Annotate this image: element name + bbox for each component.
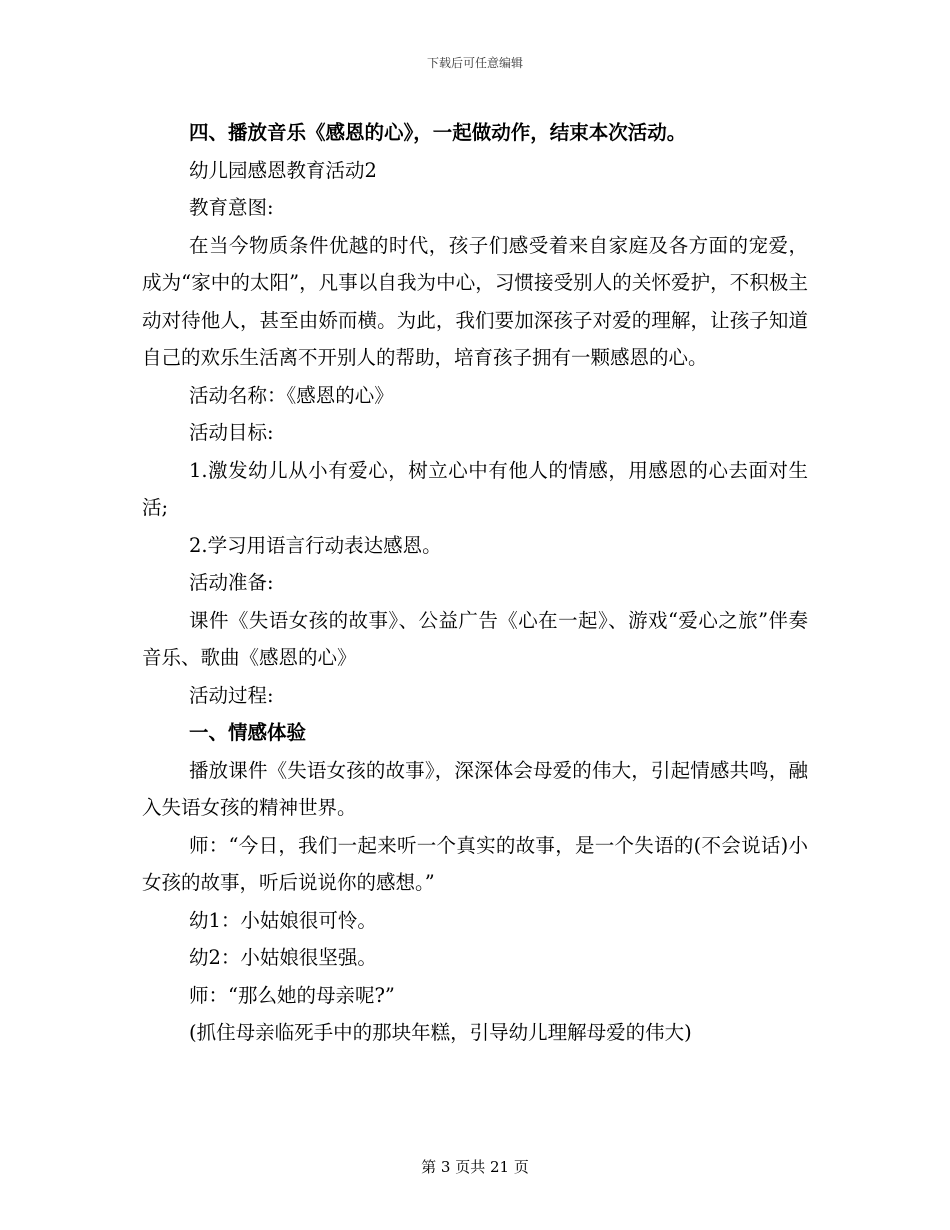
page-footer: 第 3 页共 21 页 <box>421 1158 529 1176</box>
activity-goal-2: 2.学习用语言行动表达感恩。 <box>189 533 442 557</box>
activity-title: 幼儿园感恩教育活动2 <box>189 158 377 182</box>
activity-process-label: 活动过程: <box>189 683 274 707</box>
activity-name: 活动名称：《感恩的心》 <box>189 383 394 407</box>
guidance-note: (抓住母亲临死手中的那块年糕，引导幼儿理解母爱的伟大) <box>189 1021 692 1044</box>
activity-preparation-text: 课件《失语女孩的故事》、公益广告《心在一起》、游戏“爱心之旅”伴奏音乐、歌曲《感恩的心》 <box>142 608 808 669</box>
activity-goal-1: 1.激发幼儿从小有爱心，树立心中有他人的情感，用感恩的心去面对生活; <box>142 458 808 519</box>
section-heading-emotional-experience: 一、情感体验 <box>189 721 307 744</box>
teacher-dialogue-1: 师：“今日，我们一起来听一个真实的故事，是一个失语的(不会说话)小女孩的故事，听后说说你的感想。” <box>142 833 808 894</box>
activity-goals-label: 活动目标: <box>189 421 274 444</box>
child-dialogue-1: 幼1：小姑娘很可怜。 <box>189 908 377 932</box>
education-intent-label: 教育意图: <box>189 196 274 219</box>
activity-preparation-label: 活动准备: <box>189 571 274 594</box>
page-header: 下载后可任意编辑 <box>426 56 523 70</box>
child-dialogue-2: 幼2：小姑娘很坚强。 <box>189 946 377 969</box>
teacher-dialogue-2: 师：“那么她的母亲呢?” <box>189 983 395 1007</box>
section-heading-play-music: 四、播放音乐《感恩的心》，一起做动作，结束本次活动。 <box>189 121 687 144</box>
document-body <box>142 114 808 1052</box>
education-intent-text: 在当今物质条件优越的时代，孩子们感受着来自家庭及各方面的宠爱，成为“家中的太阳”，凡事以自我为中心，习惯接受别人的关怀爱护，不积极主动对待他人，甚至由娇而横。为此，我们要加深孩子对爱的理解，让孩子知道自己的欢乐生活离不开别人的帮助，培育孩子拥有一颗感恩的心。 <box>142 233 808 369</box>
emotional-experience-text: 播放课件《失语女孩的故事》，深深体会母爱的伟大，引起情感共鸣，融入失语女孩的精神世界。 <box>142 758 808 819</box>
